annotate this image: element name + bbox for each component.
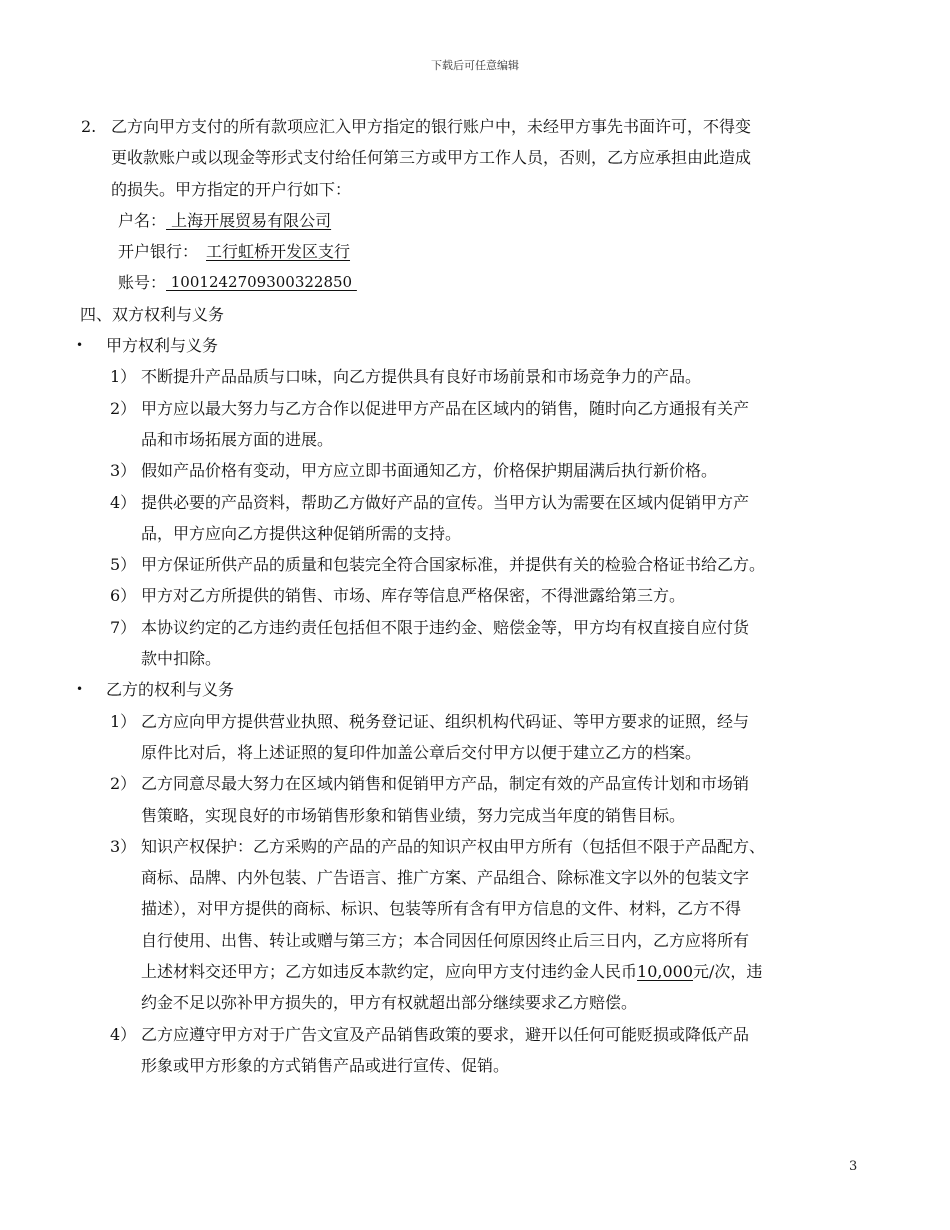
item-text: 乙方应遵守甲方对于广告文宣及产品销售政策的要求，避开以任何可能贬损或降低产品 xyxy=(141,1024,750,1044)
list-item xyxy=(0,612,950,643)
list-item xyxy=(0,455,950,486)
paragraph-text: 的损失。甲方指定的开户行如下： xyxy=(111,179,352,199)
item-text: 元/次，违 xyxy=(693,962,763,982)
list-item xyxy=(0,487,950,518)
bank-account-value: 1001242709300322850 xyxy=(166,273,357,292)
list-item xyxy=(0,393,950,424)
list-item-continuation xyxy=(0,800,950,831)
item-number: 7） xyxy=(110,617,137,637)
item-text: 形象或甲方形象的方式销售产品或进行宣传、促销。 xyxy=(141,1055,510,1075)
item-text: 售策略，实现良好的市场销售形象和销售业绩，努力完成当年度的销售目标。 xyxy=(141,805,686,825)
bank-account-row xyxy=(0,267,950,298)
section-title: 四、双方权利与义务 xyxy=(80,304,225,324)
list-item-continuation xyxy=(0,643,950,674)
item-text: 不断提升产品品质与口味，向乙方提供具有良好市场前景和市场竞争力的产品。 xyxy=(141,367,702,387)
bank-branch-label: 开户银行： xyxy=(118,242,199,262)
bank-branch-value: 工行虹桥开发区支行 xyxy=(206,242,351,262)
item-text: 乙方同意尽最大努力在区域内销售和促销甲方产品，制定有效的产品宣传计划和市场销 xyxy=(141,774,750,794)
list-item-continuation xyxy=(0,956,950,987)
item-number: 2） xyxy=(110,774,137,794)
list-item-continuation xyxy=(0,987,950,1018)
list-item-continuation xyxy=(0,737,950,768)
item-number: 2. xyxy=(81,117,97,136)
subsection-heading xyxy=(0,674,950,705)
item-number: 1） xyxy=(110,711,137,731)
item-text: 提供必要的产品资料，帮助乙方做好产品的宣传。当甲方认为需要在区域内促销甲方产 xyxy=(141,492,750,512)
list-item-continuation xyxy=(0,1050,950,1081)
item-text: 乙方应向甲方提供营业执照、税务登记证、组织机构代码证、等甲方要求的证照，经与 xyxy=(141,711,750,731)
item-text: 甲方应以最大努力与乙方合作以促进甲方产品在区域内的销售，随时向乙方通报有关产 xyxy=(141,398,750,418)
item-text: 甲方保证所供产品的质量和包装完全符合国家标准，并提供有关的检验合格证书给乙方。 xyxy=(141,555,766,575)
item-text: 描述），对甲方提供的商标、标识、包装等所有含有甲方信息的文件、材料，乙方不得 xyxy=(141,899,742,919)
paragraph-line xyxy=(0,142,950,173)
item-text: 商标、品牌、内外包装、广告语言、推广方案、产品组合、除标准文字以外的包装文字 xyxy=(141,868,750,888)
list-item xyxy=(0,1019,950,1050)
item-text: 上述材料交还甲方；乙方如违反本款约定，应向甲方支付违约金人民币 xyxy=(141,962,638,982)
item-text: 原件比对后，将上述证照的复印件加盖公章后交付甲方以便于建立乙方的档案。 xyxy=(141,742,702,762)
bank-name-row xyxy=(0,205,950,236)
bank-name-value: 上海开展贸易有限公司 xyxy=(166,210,332,230)
item-number: 4） xyxy=(110,1024,137,1044)
subsection-title: 甲方权利与义务 xyxy=(106,336,219,356)
item-number: 6） xyxy=(110,586,137,606)
item-number: 1） xyxy=(110,367,137,387)
item-text-with-amount xyxy=(141,956,762,987)
item-number: 3） xyxy=(110,836,137,856)
item-number: 4） xyxy=(110,492,137,512)
item-text: 品和市场拓展方面的进展。 xyxy=(141,429,334,449)
paragraph-text: 更收款账户或以现金等形式支付给任何第三方或甲方工作人员，否则，乙方应承担由此造成 xyxy=(111,148,752,168)
paragraph-text: 乙方向甲方支付的所有款项应汇入甲方指定的银行账户中，未经甲方事先书面许可，不得变 xyxy=(111,117,752,136)
section-heading xyxy=(0,299,950,330)
item-text: 本协议约定的乙方违约责任包括但不限于违约金、赔偿金等，甲方均有权直接自应付货 xyxy=(141,617,750,637)
subsection-heading xyxy=(0,330,950,361)
page-header: 下载后可任意编辑 xyxy=(431,59,519,72)
document-body xyxy=(0,111,950,1081)
list-item xyxy=(0,831,950,862)
list-item xyxy=(0,768,950,799)
item-text: 约金不足以弥补甲方损失的，甲方有权就超出部分继续要求乙方赔偿。 xyxy=(141,993,638,1013)
item-text: 甲方对乙方所提供的销售、市场、库存等信息严格保密，不得泄露给第三方。 xyxy=(141,586,686,606)
bullet-icon: • xyxy=(76,338,84,353)
item-number: 2） xyxy=(110,398,137,418)
paragraph-line xyxy=(0,111,950,142)
item-text: 自行使用、出售、转让或赠与第三方；本合同因任何原因终止后三日内，乙方应将所有 xyxy=(141,930,750,950)
subsection-title: 乙方的权利与义务 xyxy=(106,680,235,700)
bullet-icon: • xyxy=(76,682,84,697)
penalty-amount: 10,000 xyxy=(637,962,693,982)
bank-name-label: 户名： xyxy=(118,210,167,230)
bank-branch-row xyxy=(0,236,950,267)
list-item-continuation xyxy=(0,862,950,893)
list-item-continuation xyxy=(0,518,950,549)
item-number: 5） xyxy=(110,555,137,575)
item-text: 假如产品价格有变动，甲方应立即书面通知乙方，价格保护期届满后执行新价格。 xyxy=(141,461,718,481)
list-item-continuation xyxy=(0,925,950,956)
list-item xyxy=(0,361,950,392)
list-item xyxy=(0,706,950,737)
page-number: 3 xyxy=(849,1159,858,1174)
list-item xyxy=(0,580,950,611)
paragraph-line xyxy=(0,174,950,205)
item-text: 品，甲方应向乙方提供这种促销所需的支持。 xyxy=(141,523,462,543)
list-item-continuation xyxy=(0,893,950,924)
item-text: 款中扣除。 xyxy=(141,649,222,669)
list-item-continuation xyxy=(0,424,950,455)
item-text: 知识产权保护：乙方采购的产品的产品的知识产权由甲方所有（包括但不限于产品配方、 xyxy=(141,836,766,856)
item-number: 3） xyxy=(110,461,137,481)
bank-account-label: 账号： xyxy=(118,273,167,293)
list-item xyxy=(0,549,950,580)
